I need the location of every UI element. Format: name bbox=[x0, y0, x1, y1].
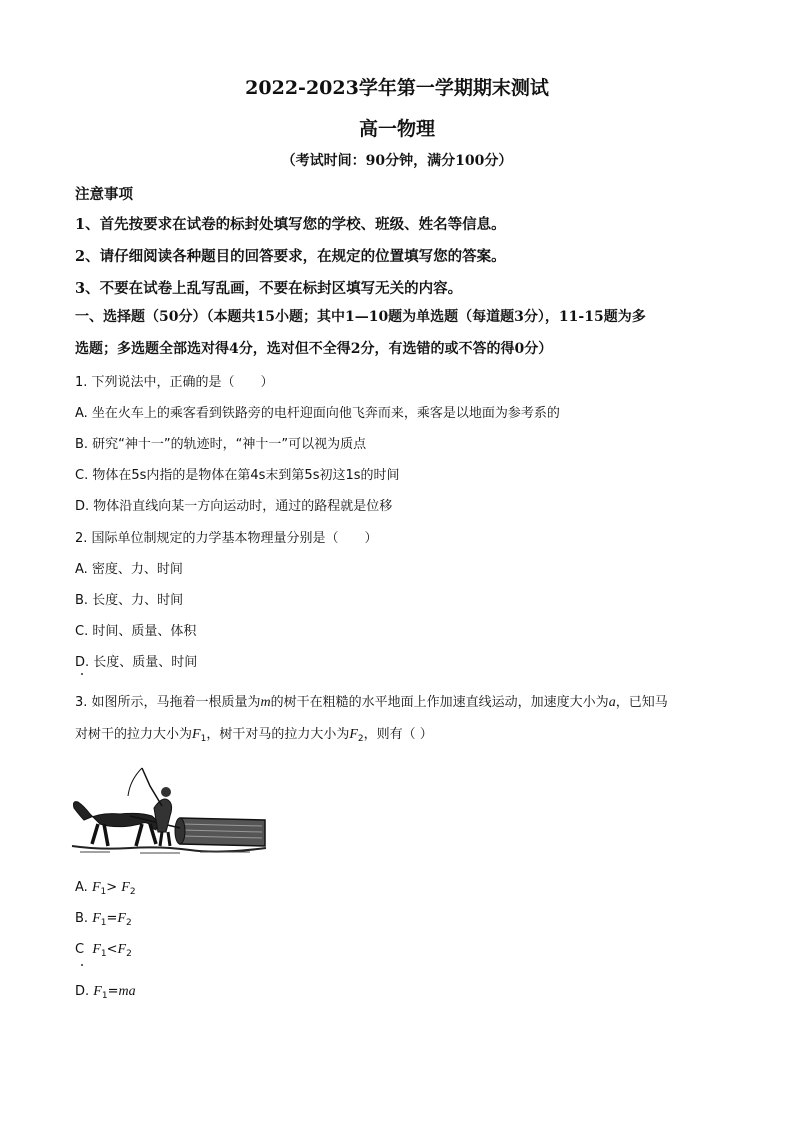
question-1-option-a: A. 坐在火车上的乘客看到铁路旁的电杆迎面向他飞奔而来，乘客是以地面为参考系的 bbox=[75, 406, 560, 421]
question-2-stem: 2. 国际单位制规定的力学基本物理量分别是（ ） bbox=[75, 531, 378, 546]
section-heading-line1: 一、选择题（50分）（本题共15小题；其中1—10题为单选题（每道题3分），11-15题为多 bbox=[75, 309, 646, 325]
question-1-option-d: D. 物体沿直线向某一方向运动时，通过的路程就是位移 bbox=[75, 499, 393, 514]
question-2-option-d: D. 长度、质量、时间 bbox=[75, 655, 198, 670]
section-heading-line2: 选题；多选题全部选对得4分，选对但不全得2分，有选错的或不答的得0分） bbox=[75, 341, 553, 357]
question-2-option-b: B. 长度、力、时间 bbox=[75, 593, 184, 608]
stray-dot bbox=[81, 673, 83, 675]
question-3-option-d: D. $F_1=ma$ bbox=[75, 984, 136, 1001]
question-2-option-c: C. 时间、质量、体积 bbox=[75, 624, 197, 639]
horse-pulling-log-figure bbox=[70, 766, 270, 858]
question-2-option-a: A. 密度、力、时间 bbox=[75, 562, 183, 577]
question-3-stem-line2: 对树干的拉力大小为$F_1$，树干对马的拉力大小为$F_2$，则有（ ） bbox=[75, 727, 433, 744]
question-1-stem: 1. 下列说法中，正确的是（ ） bbox=[75, 375, 274, 390]
note-item: 1、首先按要求在试卷的标封处填写您的学校、班级、姓名等信息。 bbox=[75, 216, 506, 233]
stray-dot bbox=[81, 964, 83, 966]
exam-info: （考试时间：90分钟，满分100分） bbox=[281, 153, 513, 169]
question-1-option-b: B. 研究“神十一”的轨迹时，“神十一”可以视为质点 bbox=[75, 437, 367, 452]
question-1-option-c: C. 物体在5s内指的是物体在第4s末到第5s初这1s的时间 bbox=[75, 468, 400, 483]
exam-title: 2022-2023学年第一学期期末测试 bbox=[245, 77, 549, 99]
note-item: 3、不要在试卷上乱写乱画，不要在标封区填写无关的内容。 bbox=[75, 280, 463, 297]
subject-title: 高一物理 bbox=[358, 118, 435, 140]
note-item: 2、请仔细阅读各种题目的回答要求，在规定的位置填写您的答案。 bbox=[75, 248, 506, 265]
notes-heading: 注意事项 bbox=[75, 186, 133, 203]
question-3-option-b: B. $F_1=F_2$ bbox=[75, 911, 132, 928]
question-3-stem-line1: 3. 如图所示，马拖着一根质量为m的树干在粗糙的水平地面上作加速直线运动，加速度大小为a，已知马 bbox=[75, 695, 668, 710]
question-3-option-c: C $F_1<F_2$ bbox=[75, 942, 132, 959]
question-3-option-a: A. $F_1> F_2$ bbox=[75, 880, 136, 897]
